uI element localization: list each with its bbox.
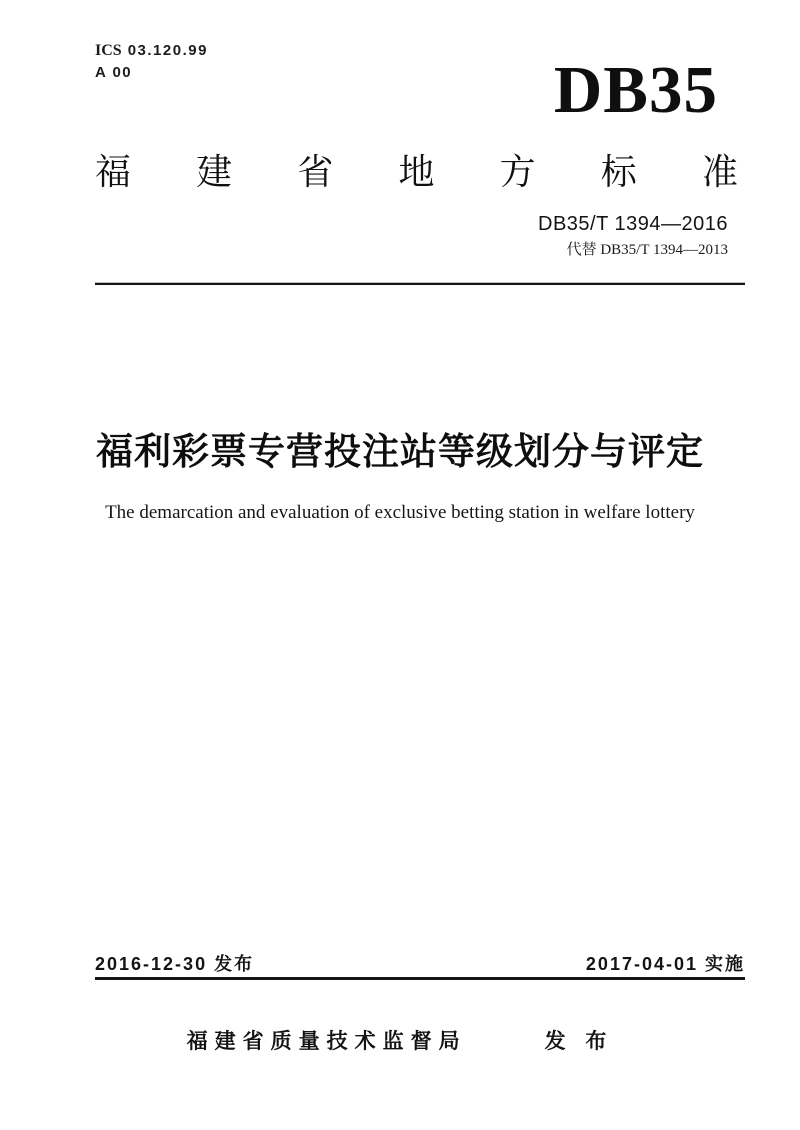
publisher-name: 福建省质量技术监督局 (186, 1030, 467, 1053)
publisher-row (0, 1028, 800, 1056)
standard-number-block (538, 211, 728, 260)
standard-type-char: 福 (95, 151, 132, 192)
standard-type-char: 标 (600, 151, 637, 192)
implement-date: 2017-04-01 (585, 954, 698, 974)
standard-number: DB35/T 1394—2016 (538, 213, 728, 235)
standard-type-char: 方 (499, 151, 536, 192)
document-title-cn: 福利彩票专营投注站等级划分与评定 (96, 431, 704, 472)
issue-label: 发布 (214, 954, 255, 974)
header-rule (95, 282, 745, 285)
implement-label: 实施 (705, 954, 745, 974)
standard-type-char: 准 (701, 151, 738, 192)
ics-block (95, 40, 208, 84)
ics-label: ICS (95, 42, 122, 59)
replaces-note: 代替 DB35/T 1394—2013 (566, 242, 728, 258)
db35-logo: DB35 (553, 53, 718, 127)
document-title-en: The demarcation and evaluation of exclusive betting station in welfare lottery (105, 502, 695, 523)
implement-date-line (586, 952, 745, 976)
issue-date-line (95, 952, 254, 976)
issue-date: 2016-12-30 (95, 954, 208, 974)
ics-line (95, 40, 208, 62)
standard-type-char: 省 (297, 151, 334, 192)
document-class-code: A 00 (95, 64, 133, 81)
ics-code: 03.120.99 (127, 42, 208, 59)
publish-label: 发 布 (544, 1030, 614, 1053)
footer-rule (95, 977, 745, 980)
standard-type-title (95, 150, 738, 194)
standard-type-char: 建 (196, 151, 233, 192)
dates-row (95, 952, 745, 976)
standard-type-char: 地 (398, 151, 435, 192)
